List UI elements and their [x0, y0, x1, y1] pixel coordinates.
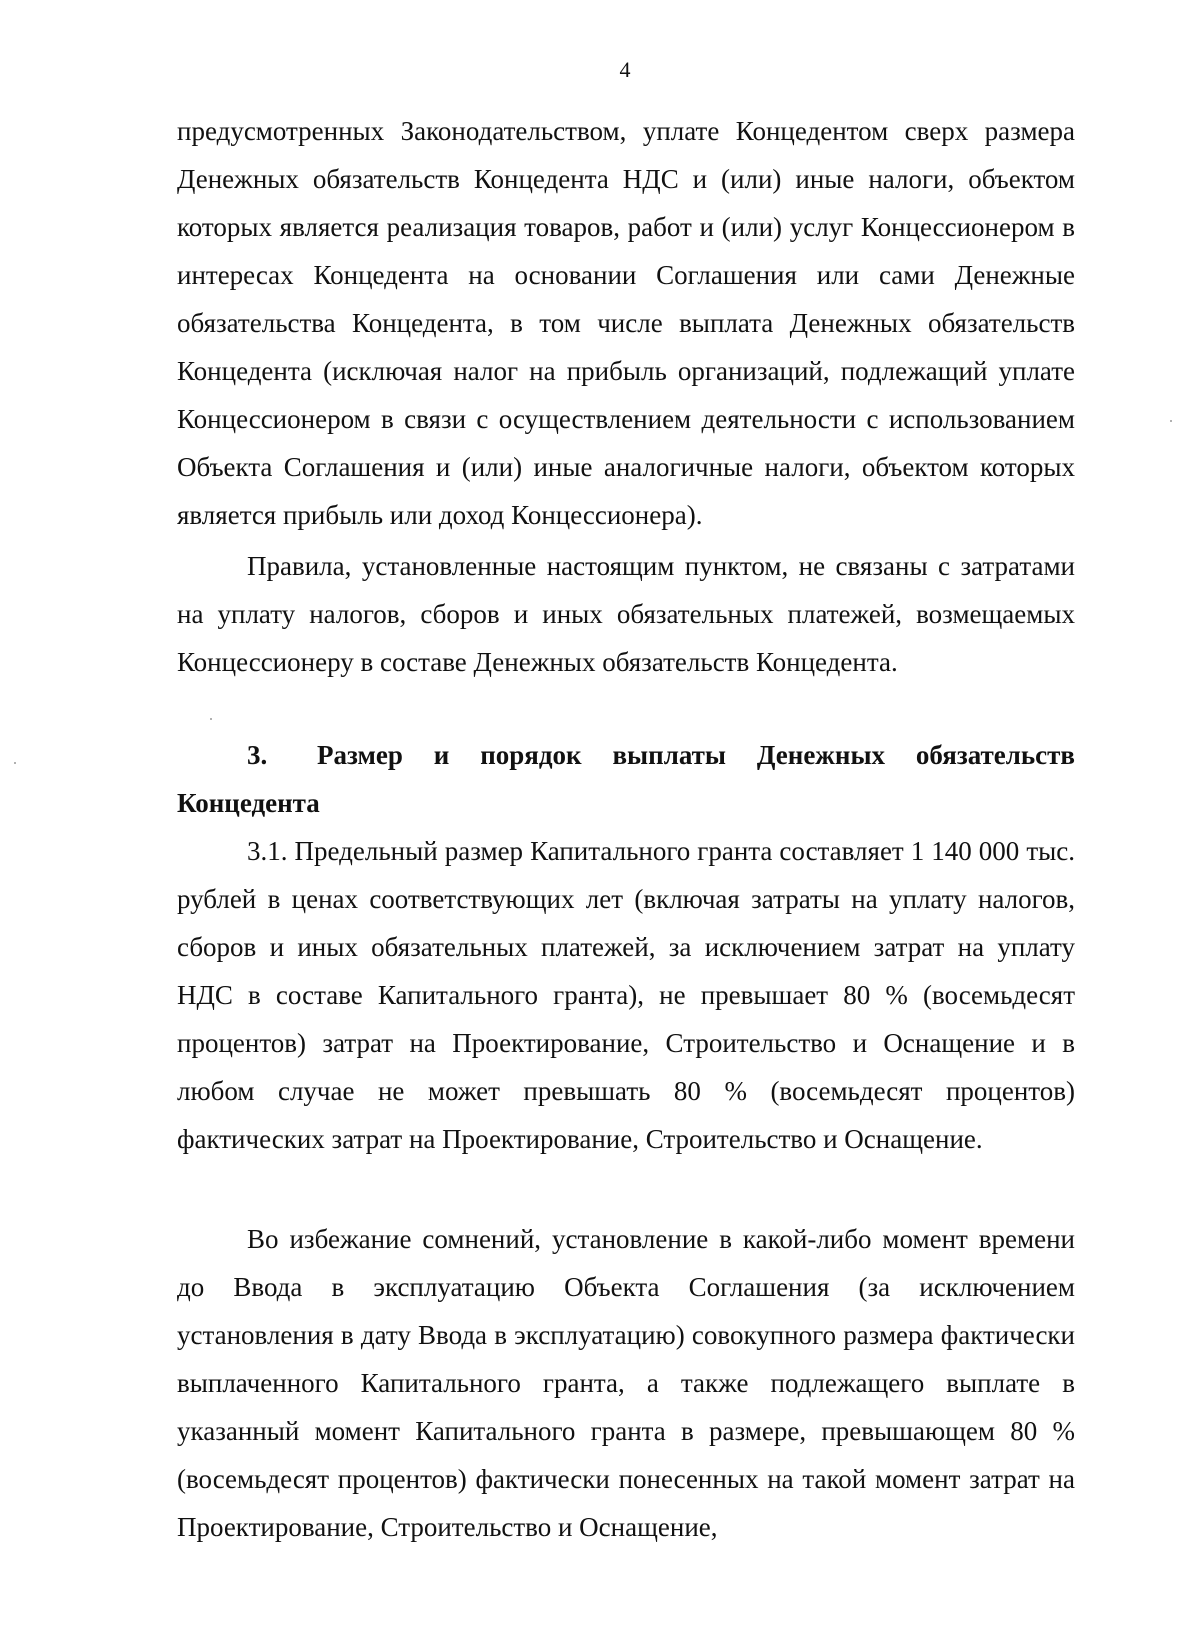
page-number: 4 [619, 57, 631, 82]
doubt-paragraph [177, 1215, 1075, 1551]
rules-text: Правила, установленные настоящим пунктом, не связаны с затратами на уплату налогов, сборов и иных обязательных платежей, возмещаемых Концессионеру в составе Денежных обязательств Концедента. [177, 551, 1075, 677]
doubt-text: Во избежание сомнений, установление в какой-либо момент времени до Ввода в эксплуатацию Объекта Соглашения (за исключением установления в дату Ввода в эксплуатацию) совокупного размера фактически выплаченного Капитального гранта, а также подлежащего выплате в указанный момент Капитального гранта в размере, превышающем 80 % (восемьдесят процентов) фактически понесенных на такой момент затрат на Проектирование, Строительство и Оснащение, [177, 1224, 1075, 1542]
rules-paragraph [177, 542, 1075, 686]
scan-speck [14, 762, 16, 764]
section-number: 3. [247, 740, 268, 770]
clause-3-1-paragraph [177, 827, 1075, 1163]
clause-3-1-text: 3.1. Предельный размер Капитального гранта составляет 1 140 000 тыс. рублей в ценах соответствующих лет (включая затраты на уплату налогов, сборов и иных обязательных платежей, за исключением затрат на уплату НДС в составе Капитального гранта), не превышает 80 % (восемьдесят процентов) затрат на Проектирование, Строительство и Оснащение и в любом случае не может превышать 80 % (восемьдесят процентов) фактических затрат на Проектирование, Строительство и Оснащение. [177, 836, 1075, 1154]
scan-speck [1170, 420, 1172, 422]
section-title: Размер и порядок выплаты Денежных обязательств Концедента [177, 740, 1075, 818]
continuation-paragraph [177, 107, 1075, 539]
continuation-text: предусмотренных Законодательством, уплате Концедентом сверх размера Денежных обязательств Концедента НДС и (или) иные налоги, объектом которых является реализация товаров, работ и (или) услуг Концессионером в интересах Концедента на основании Соглашения или сами Денежные обязательства Концедента, в том числе выплата Денежных обязательств Концедента (исключая налог на прибыль организаций, подлежащий уплате Концессионером в связи с осуществлением деятельности с использованием Объекта Соглашения и (или) иные аналогичные налоги, объектом которых является прибыль или доход Концессионера). [177, 116, 1075, 530]
scan-speck [210, 718, 212, 720]
section-heading [177, 731, 1075, 827]
